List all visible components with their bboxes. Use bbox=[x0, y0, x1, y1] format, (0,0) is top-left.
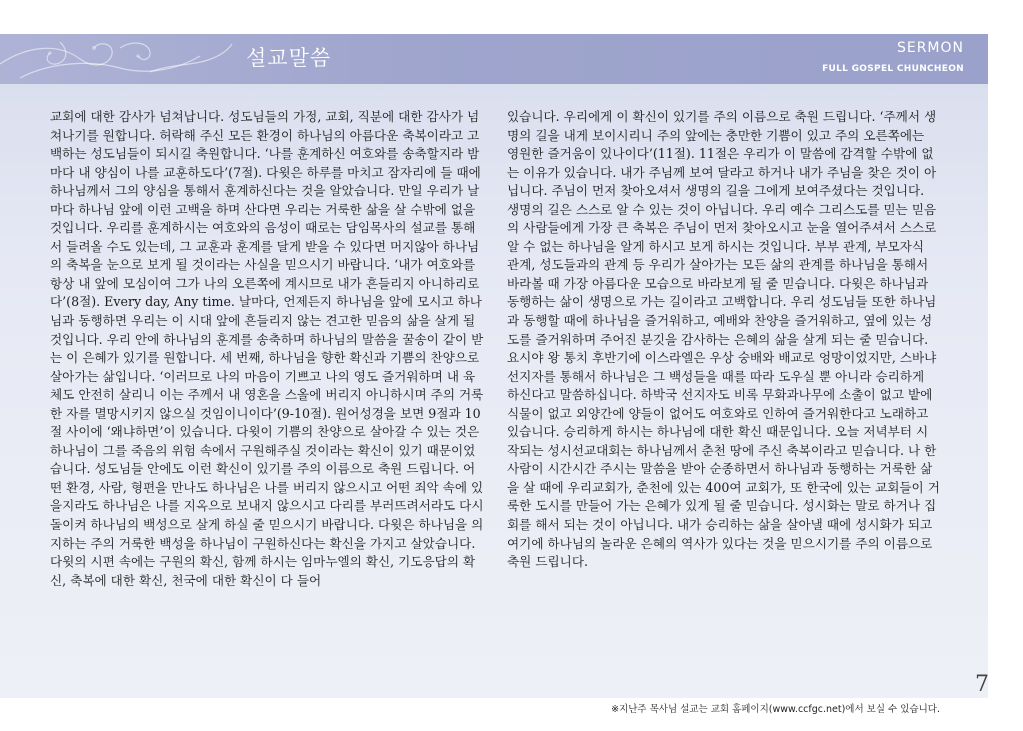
left-column-text: 교회에 대한 감사가 넘쳐납니다. 성도님들의 가정, 교회, 직분에 대한 감사가 넘쳐나기를 원합니다. 허락해 주신 모든 환경이 하나님의 아름다운 축복이라고 고백하는 성도님들이 되시길 축원합니다. ‘나를 훈계하신 여호와를 송축할지라 밤마다 내 양심이 나를 교훈하도다’(7절). 다윗은 하루를 마치고 잠자리에 들 때에 하나님께서 그의 양심을 통해서 훈계하신다는 것을 알았습니다. 만일 우리가 날마다 하나님 앞에 이런 고백을 하며 산다면 우리는 거룩한 삶을 살 수밖에 없을 것입니다. 우리를 훈계하시는 여호와의 음성이 때로는 담임목사의 설교를 통해서 들려올 수도 있는데, 그 교훈과 훈계를 달게 받을 수 있다면 머지않아 하나님의 축복을 눈으로 보게 될 것이라는 사실을 믿으시기 바랍니다. ‘내가 여호와를 항상 내 앞에 모심이여 그가 나의 오른쪽에 계시므로 내가 흔들리지 아니하리로다’(8절). Every day, Any time. 날마다, 언제든지 하나님을 앞에 모시고 하나님과 동행하면 우리는 이 시대 앞에 흔들리지 않는 견고한 믿음의 삶을 살게 될 것입니다. 우리 안에 하나님의 훈계를 송축하며 하나님의 말씀을 꿀송이 같이 받는 이 은혜가 있기를 원합니다. 세 번째, 하나님을 향한 확신과 기쁨의 찬양으로 살아가는 삶입니다. ‘이러므로 나의 마음이 기쁘고 나의 영도 즐거워하며 내 육체도 안전히 살리니 이는 주께서 내 영혼을 스올에 버리지 아니하시며 주의 거룩한 자를 멸망시키지 않으실 것임이니이다’(9-10절). 원어성경을 보면 9절과 10절 사이에 ‘왜냐하면’이 있습니다. 다윗이 기쁨의 찬양으로 살아갈 수 있는 것은 하나님이 그를 죽음의 위험 속에서 구원해주실 것이라는 확신이 있기 때문이었습니다. 성도님들 안에도 이런 확신이 있기를 주의 이름으로 축원 드립니다. 어떤 환경, 사람, 형편을 만나도 하나님은 나를 버리지 않으시고 어떤 죄악 속에 있을지라도 하나님은 나를 지옥으로 보내지 않으시고 다리를 부러뜨려서라도 다시 돌이켜 하나님의 백성으로 살게 하실 줄 믿으시기 바랍니다. 다윗은 하나님을 의지하는 주의 거룩한 백성을 하나님이 구원하신다는 확신을 가지고 살았습니다. 다윗의 시편 속에는 구원의 확신, 함께 하시는 임마누엘의 확신, 기도응답의 확신, 축복에 대한 확신, 천국에 대한 확신이 다 들어 bbox=[50, 109, 484, 588]
swirl-ornament-icon bbox=[0, 34, 240, 84]
page-number: 7 bbox=[975, 672, 989, 697]
church-name: FULL GOSPEL CHUNCHEON bbox=[822, 64, 964, 74]
footnote: ※지난주 목사님 설교는 교회 홈페이지(www.ccfgc.net)에서 보실 수 있습니다. bbox=[611, 704, 940, 715]
header-banner bbox=[0, 34, 988, 84]
right-column-text: 있습니다. 우리에게 이 확신이 있기를 주의 이름으로 축원 드립니다. ‘주께서 생명의 길을 내게 보이시리니 주의 앞에는 충만한 기쁨이 있고 주의 오른쪽에는 영원한 즐거움이 있나이다’(11절). 11절은 우리가 이 말씀에 감격할 수밖에 없는 이유가 있습니다. 내가 주님께 보여 달라고 하거나 내가 주님을 찾은 것이 아닙니다. 주님이 먼저 찾아오셔서 생명의 길을 그에게 보여주셨다는 것입니다. 생명의 길은 스스로 알 수 있는 것이 아닙니다. 우리 예수 그리스도를 믿는 믿음의 사람들에게 가장 큰 축복은 주님이 먼저 찾아오시고 눈을 열어주셔서 스스로 알 수 없는 하나님을 알게 하시고 보게 하시는 것입니다. 부부 관계, 부모자식 관계, 성도들과의 관계 등 우리가 살아가는 모든 삶의 관계를 하나님을 통해서 바라볼 때 가장 아름다운 모습으로 바라보게 될 줄 믿습니다. 다윗은 하나님과 동행하는 삶이 생명으로 가는 길이라고 고백합니다. 우리 성도님들 또한 하나님과 동행할 때에 하나님을 즐거워하고, 예배와 찬양을 즐거워하고, 옆에 있는 성도를 즐거워하며 주어진 분깃을 감사하는 은혜의 삶을 살게 되는 줄 믿습니다. 요시야 왕 통치 후반기에 이스라엘은 우상 숭배와 배교로 엉망이었지만, 스바냐 선지자를 통해서 하나님은 그 백성들을 때를 따라 도우실 뿐 아니라 승리하게 하신다고 말씀하십니다. 하박국 선지자도 비록 무화과나무에 소출이 없고 밭에 식물이 없고 외양간에 양들이 없어도 여호와로 인하여 즐거워한다고 노래하고 있습니다. 승리하게 하시는 하나님에 대한 확신 때문입니다. 오늘 저녁부터 시작되는 성시선교대회는 하나님께서 춘천 땅에 주신 축복이라고 믿습니다. 나 한사람이 시간시간 주시는 말씀을 받아 순종하면서 하나님과 동행하는 거룩한 삶을 살 때에 우리교회가, 춘천에 있는 400여 교회가, 또 한국에 있는 교회들이 거룩한 도시를 만들어 가는 은혜가 있게 될 줄 믿습니다. 성시화는 말로 하거나 집회를 해서 되는 것이 아닙니다. 내가 승리하는 삶을 살아낼 때에 성시화가 되고 여기에 하나님의 놀라운 은혜의 역사가 있다는 것을 믿으시기를 주의 이름으로 축원 드립니다. bbox=[507, 109, 940, 570]
page-title: 설교말씀 bbox=[246, 46, 332, 70]
right-column bbox=[507, 108, 940, 572]
left-column bbox=[50, 108, 484, 590]
section-label: SERMON bbox=[896, 40, 964, 56]
